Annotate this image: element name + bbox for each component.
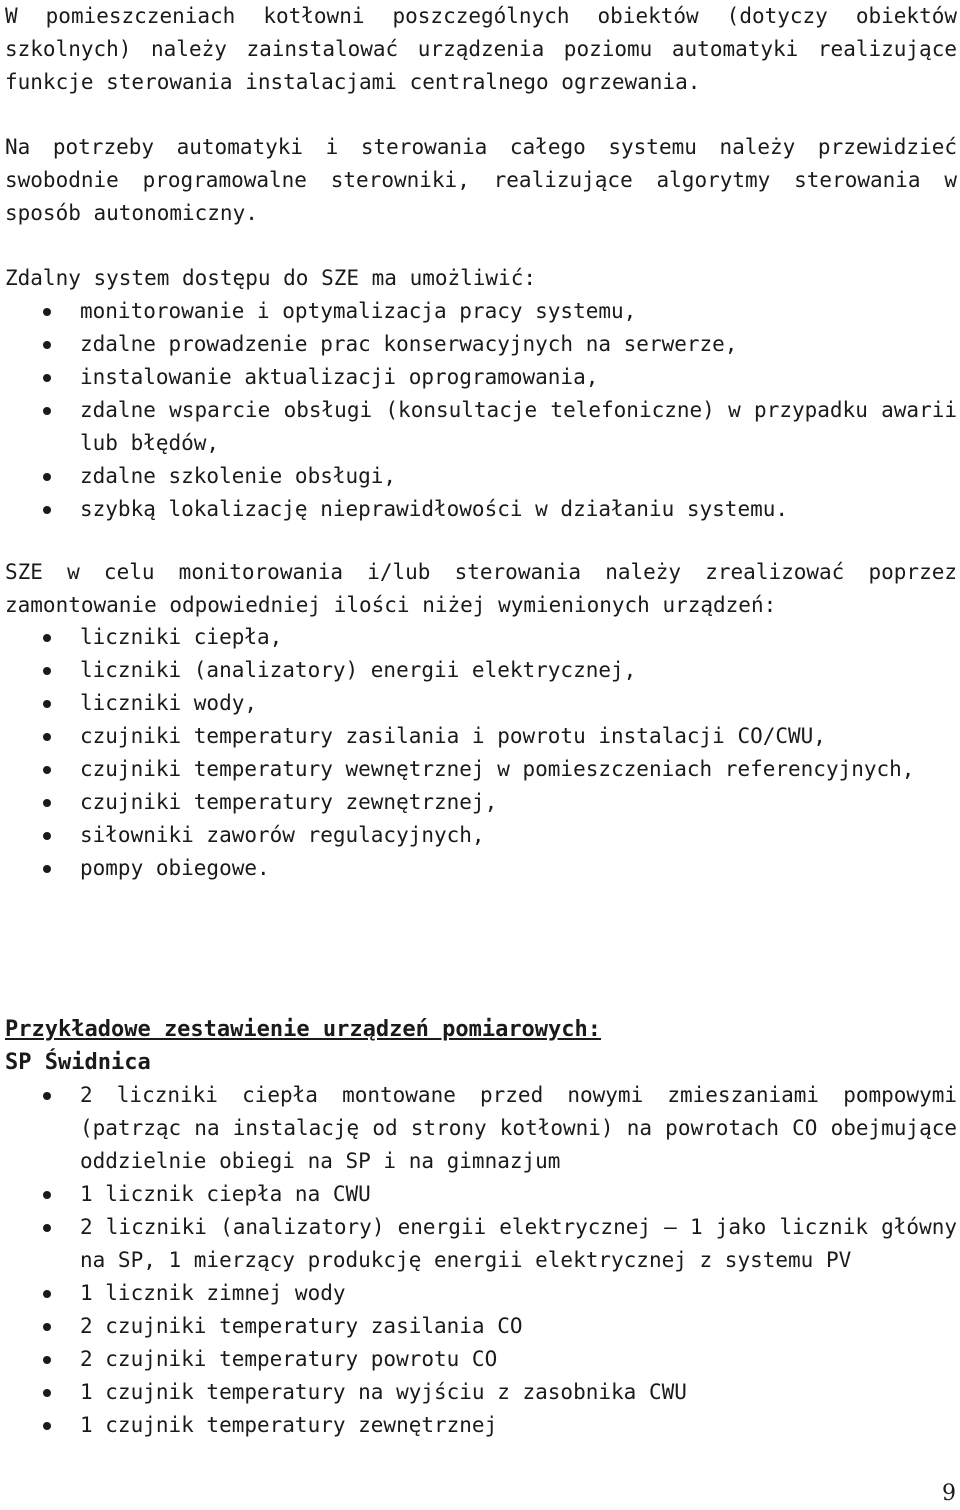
list-item: szybką lokalizację nieprawidłowości w działaniu systemu. <box>5 493 957 526</box>
list-item: liczniki (analizatory) energii elektrycznej, <box>5 654 957 687</box>
bullet-icon <box>43 1422 51 1430</box>
bullet-icon <box>43 733 51 741</box>
paragraph-remote-access-intro: Zdalny system dostępu do SZE ma umożliwić: <box>5 266 537 290</box>
bullet-icon <box>43 799 51 807</box>
list-item: zdalne prowadzenie prac konserwacyjnych na serwerze, <box>5 328 957 361</box>
list-item: 1 czujnik temperatury zewnętrznej <box>5 1409 957 1442</box>
bullet-icon <box>43 473 51 481</box>
remote-access-list <box>5 295 957 526</box>
list-item: siłowniki zaworów regulacyjnych, <box>5 819 957 852</box>
school-subheading: SP Świdnica <box>5 1050 151 1075</box>
bullet-icon <box>43 865 51 873</box>
bullet-icon <box>43 667 51 675</box>
list-item: 1 licznik ciepła na CWU <box>5 1178 957 1211</box>
bullet-icon <box>43 1290 51 1298</box>
list-item: zdalne wsparcie obsługi (konsultacje telefoniczne) w przypadku awarii lub błędów, <box>5 394 957 460</box>
list-item: liczniki ciepła, <box>5 621 957 654</box>
bullet-icon <box>43 832 51 840</box>
devices-list <box>5 621 957 885</box>
paragraph-boiler-rooms: W pomieszczeniach kotłowni poszczególnych obiektów (dotyczy obiektów szkolnych) należy zainstalować urządzenia poziomu automatyki realizujące funkcje sterowania instalacjami centralnego ogrzewania. <box>5 4 957 94</box>
list-item: czujniki temperatury zasilania i powrotu instalacji CO/CWU, <box>5 720 957 753</box>
list-item: instalowanie aktualizacji oprogramowania, <box>5 361 957 394</box>
page-number: 9 <box>942 1481 956 1506</box>
bullet-icon <box>43 374 51 382</box>
list-item: 2 czujniki temperatury zasilania CO <box>5 1310 957 1343</box>
bullet-icon <box>43 1323 51 1331</box>
list-item: 1 licznik zimnej wody <box>5 1277 957 1310</box>
bullet-icon <box>43 506 51 514</box>
bullet-icon <box>43 634 51 642</box>
list-item: 2 liczniki (analizatory) energii elektrycznej – 1 jako licznik główny na SP, 1 mierzący produkcję energii elektrycznej z systemu PV <box>5 1211 957 1277</box>
list-item: pompy obiegowe. <box>5 852 957 885</box>
list-item: 1 czujnik temperatury na wyjściu z zasobnika CWU <box>5 1376 957 1409</box>
bullet-icon <box>43 1356 51 1364</box>
section-heading: Przykładowe zestawienie urządzeń pomiarowych: <box>5 1017 602 1042</box>
bullet-icon <box>43 308 51 316</box>
list-item: liczniki wody, <box>5 687 957 720</box>
bullet-icon <box>43 1191 51 1199</box>
bullet-icon <box>43 700 51 708</box>
list-item: 2 liczniki ciepła montowane przed nowymi zmieszaniami pompowymi (patrząc na instalację od strony kotłowni) na powrotach CO obejmujące oddzielnie obiegi na SP i na gimnazjum <box>5 1079 957 1178</box>
list-item: 2 czujniki temperatury powrotu CO <box>5 1343 957 1376</box>
bullet-icon <box>43 1092 51 1100</box>
measuring-devices-list <box>5 1079 957 1442</box>
paragraph-devices-intro: SZE w celu monitorowania i/lub sterowania należy zrealizować poprzez zamontowanie odpowiedniej ilości niżej wymienionych urządzeń: <box>5 560 957 617</box>
bullet-icon <box>43 1389 51 1397</box>
list-item: monitorowanie i optymalizacja pracy systemu, <box>5 295 957 328</box>
bullet-icon <box>43 407 51 415</box>
bullet-icon <box>43 766 51 774</box>
list-item: zdalne szkolenie obsługi, <box>5 460 957 493</box>
bullet-icon <box>43 1224 51 1232</box>
list-item: czujniki temperatury zewnętrznej, <box>5 786 957 819</box>
paragraph-controllers: Na potrzeby automatyki i sterowania całego systemu należy przewidzieć swobodnie programowalne sterowniki, realizujące algorytmy sterowania w sposób autonomiczny. <box>5 135 957 225</box>
bullet-icon <box>43 341 51 349</box>
list-item: czujniki temperatury wewnętrznej w pomieszczeniach referencyjnych, <box>5 753 957 786</box>
